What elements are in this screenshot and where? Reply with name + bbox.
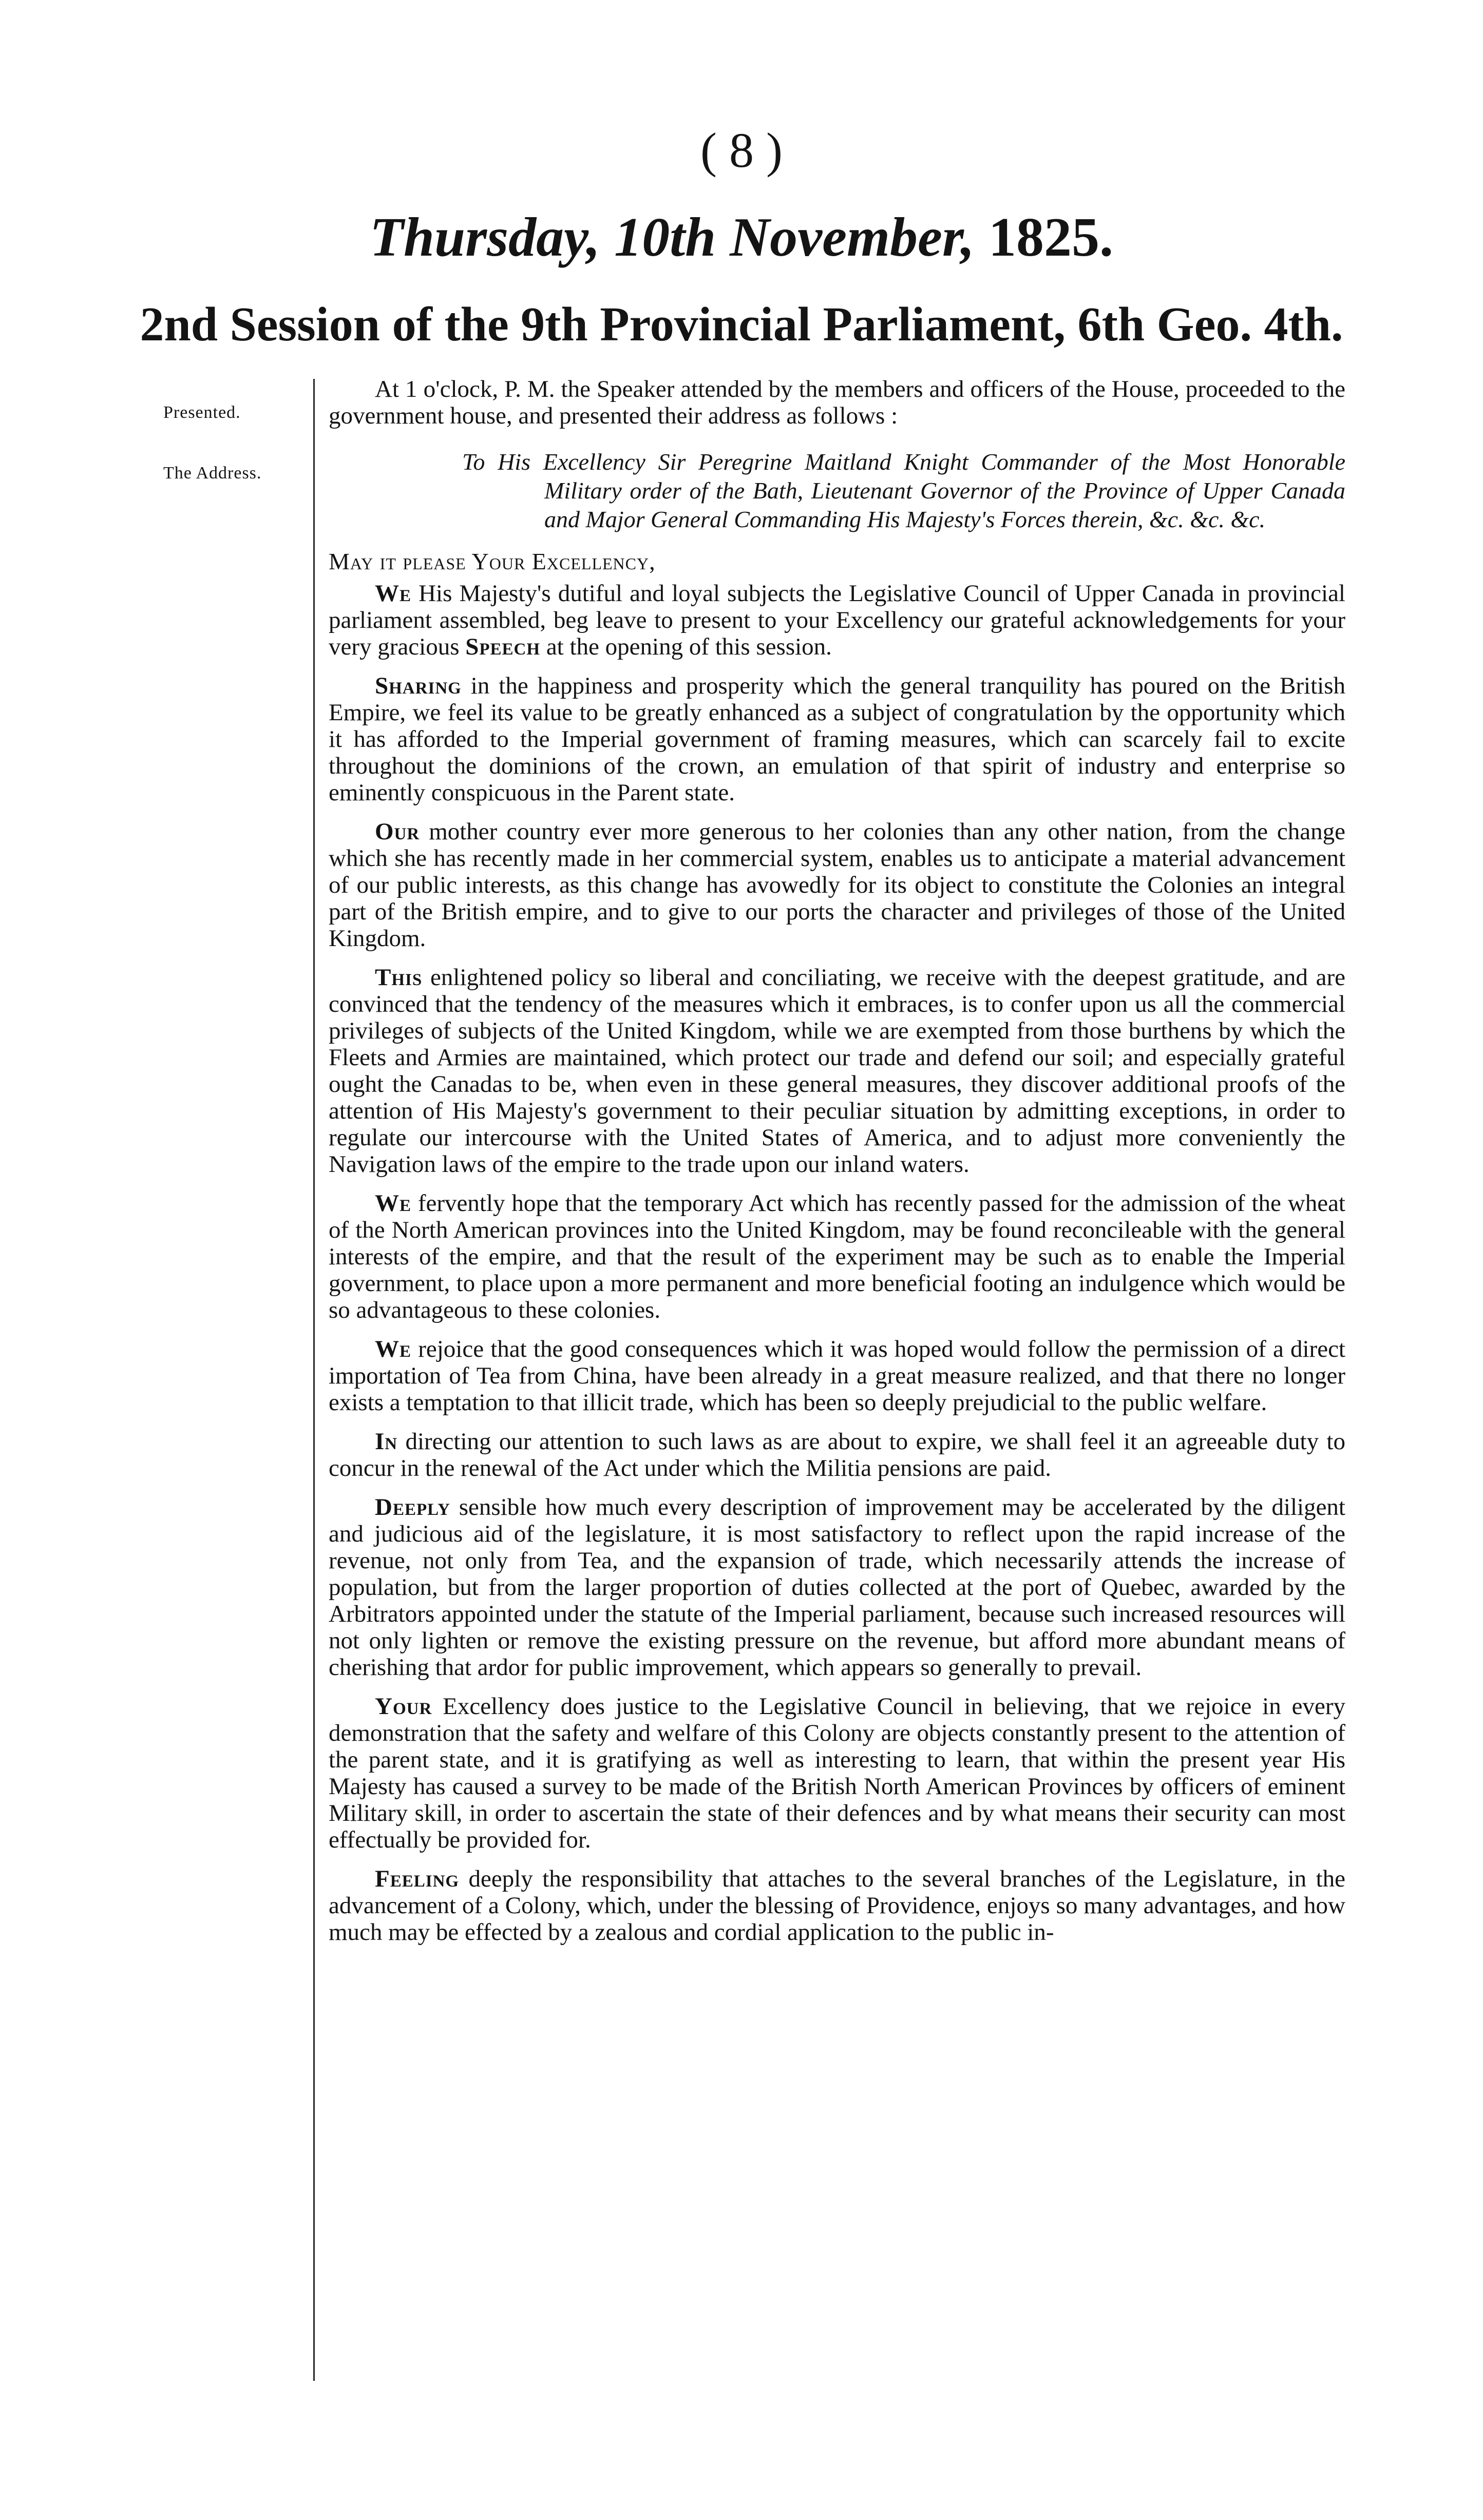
margin-note-the-address: The Address.	[163, 464, 262, 483]
salutation: May it please Your Excellency,	[329, 548, 656, 574]
margin-rule	[313, 379, 315, 2381]
paragraph-text: Excellency does justice to the Legislative Council in believing, that we rejoice in every demonstration that the safety and welfare of this Colony are objects constantly present to the attention of the parent state, and it is gratifying as well as interesting to learn, that within the present year His Majesty has caused a survey to be made of the British North American Provinces by officers of eminent Military skill, in order to ascertain the state of their defences and by what means their security can most effectually be provided for.	[329, 1693, 1345, 1853]
paragraph-text: enlightened policy so liberal and conciliating, we receive with the deepest gratitude, and are convinced that the tendency of the measures which it embraces, is to confer upon us all the commercial privileges of subjects of the United Kingdom, while we are exempted from those burthens by which the Fleets and Armies are maintained, which protect our trade and defend our soil; and especially grateful ought the Canadas to be, when even in these general measures, they discover additional proofs of the attention of His Majesty's government to their peculiar situation by admitting exceptions, in order to regulate our intercourse with the United States of America, and to adjust more conveniently the Navigation laws of the empire to the trade upon our inland waters.	[329, 964, 1345, 1178]
paragraph-lead: Feeling	[375, 1865, 460, 1892]
paragraph-text: directing our attention to such laws as are about to expire, we shall feel it an agreeable duty to concur in the renewal of the Act under which the Militia pensions are paid.	[329, 1428, 1345, 1482]
page-number: ( 8 )	[700, 123, 783, 178]
paragraph-lead: Your	[375, 1693, 432, 1720]
paragraph-tail: at the opening of this session.	[540, 633, 832, 660]
session-heading: 2nd Session of the 9th Provincial Parliament, 6th Geo. 4th.	[140, 298, 1343, 351]
heading-year: 1825.	[988, 207, 1114, 268]
margin-note-presented: Presented.	[163, 403, 241, 422]
paragraph-text: mother country ever more generous to her colonies than any other nation, from the change which she has recently made in her commercial system, enables us to anticipate a material advancement of our public interests, as this change has avowedly for its object to constitute the Colonies an integral part of the British empire, and to give to our ports the character and privileges of those of the United Kingdom.	[329, 818, 1345, 952]
address-recipient: To His Excellency Sir Peregrine Maitland Knight Commander of the Most Honorable Military order of the Bath, Lieutenant Governor of the Province of Upper Canada and Major General Commanding His Majesty's Forces therein, &c. &c. &c.	[462, 449, 1345, 532]
paragraph-lead: This	[375, 964, 423, 991]
intro-paragraph: At 1 o'clock, P. M. the Speaker attended by the members and officers of the House, proceeded to the government house, and presented their address as follows :	[329, 376, 1345, 429]
paragraph-lead: We	[375, 580, 412, 607]
date-heading	[0, 204, 1483, 271]
heading-date: 10th November,	[614, 207, 975, 268]
paragraph	[329, 964, 1345, 1178]
paragraph	[329, 1494, 1345, 1681]
paragraph-lead: We	[375, 1190, 412, 1217]
paragraph-text: sensible how much every description of improvement may be accelerated by the diligent and judicious aid of the legislature, it is most satisfactory to reflect upon the rapid increase of the revenue, not only from Tea, and the expansion of trade, which necessarily attends the increase of population, but from the larger proportion of duties collected at the port of Quebec, awarded by the Arbitrators appointed under the statute of the Imperial parliament, because such increased resources will not only lighten or remove the existing pressure on the revenue, but afford more abundant means of cherishing that ardor for public improvement, which appears so generally to prevail.	[329, 1494, 1345, 1681]
paragraph-text: rejoice that the good consequences which it was hoped would follow the permission of a direct importation of Tea from China, have been already in a great measure realized, and that there no longer exists a temptation to that illicit trade, which has been so deeply prejudicial to the public welfare.	[329, 1336, 1345, 1416]
paragraph	[329, 1693, 1345, 1853]
paragraph	[329, 1336, 1345, 1416]
paragraph-text: His Majesty's dutiful and loyal subjects the Legislative Council of Upper Canada in provincial parliament assembled, beg leave to present to your Excellency our grateful acknowledgements for your very gracious	[329, 580, 1345, 660]
paragraph	[329, 1865, 1345, 1946]
paragraph	[329, 1428, 1345, 1482]
paragraph-lead: Our	[375, 818, 420, 845]
paragraph-lead: Sharing	[375, 672, 462, 699]
paragraph-text: in the happiness and prosperity which the general tranquility has poured on the British Empire, we feel its value to be greatly enhanced as a subject of congratulation by the opportunity which it has afforded to the Imperial government of framing measures, which can scarcely fail to excite throughout the dominions of the crown, an emulation of that spirit of industry and enterprise so eminently conspicuous in the Parent state.	[329, 672, 1345, 806]
paragraph-text: fervently hope that the temporary Act which has recently passed for the admission of the wheat of the North American provinces into the United Kingdom, may be found reconcileable with the general interests of the empire, and that the result of the experiment may be such as to enable the Imperial government, to place upon a more permanent and more beneficial footing an indulgence which would be so advantageous to these colonies.	[329, 1190, 1345, 1323]
speech-word: Speech	[465, 633, 541, 660]
paragraph-lead: We	[375, 1336, 412, 1362]
paragraph-lead: Deeply	[375, 1494, 450, 1521]
paragraph	[329, 1190, 1345, 1323]
paragraph-text: deeply the responsibility that attaches to the several branches of the Legislature, in the advancement of a Colony, which, under the blessing of Providence, enjoys so many advantages, and how much may be effected by a zealous and cordial application to the public in-	[329, 1865, 1345, 1946]
paragraph-lead: In	[375, 1428, 398, 1455]
heading-day: Thursday,	[369, 207, 601, 268]
paragraph	[329, 672, 1345, 806]
body-column	[329, 376, 1345, 1958]
paragraph	[329, 580, 1345, 660]
paragraph	[329, 818, 1345, 952]
